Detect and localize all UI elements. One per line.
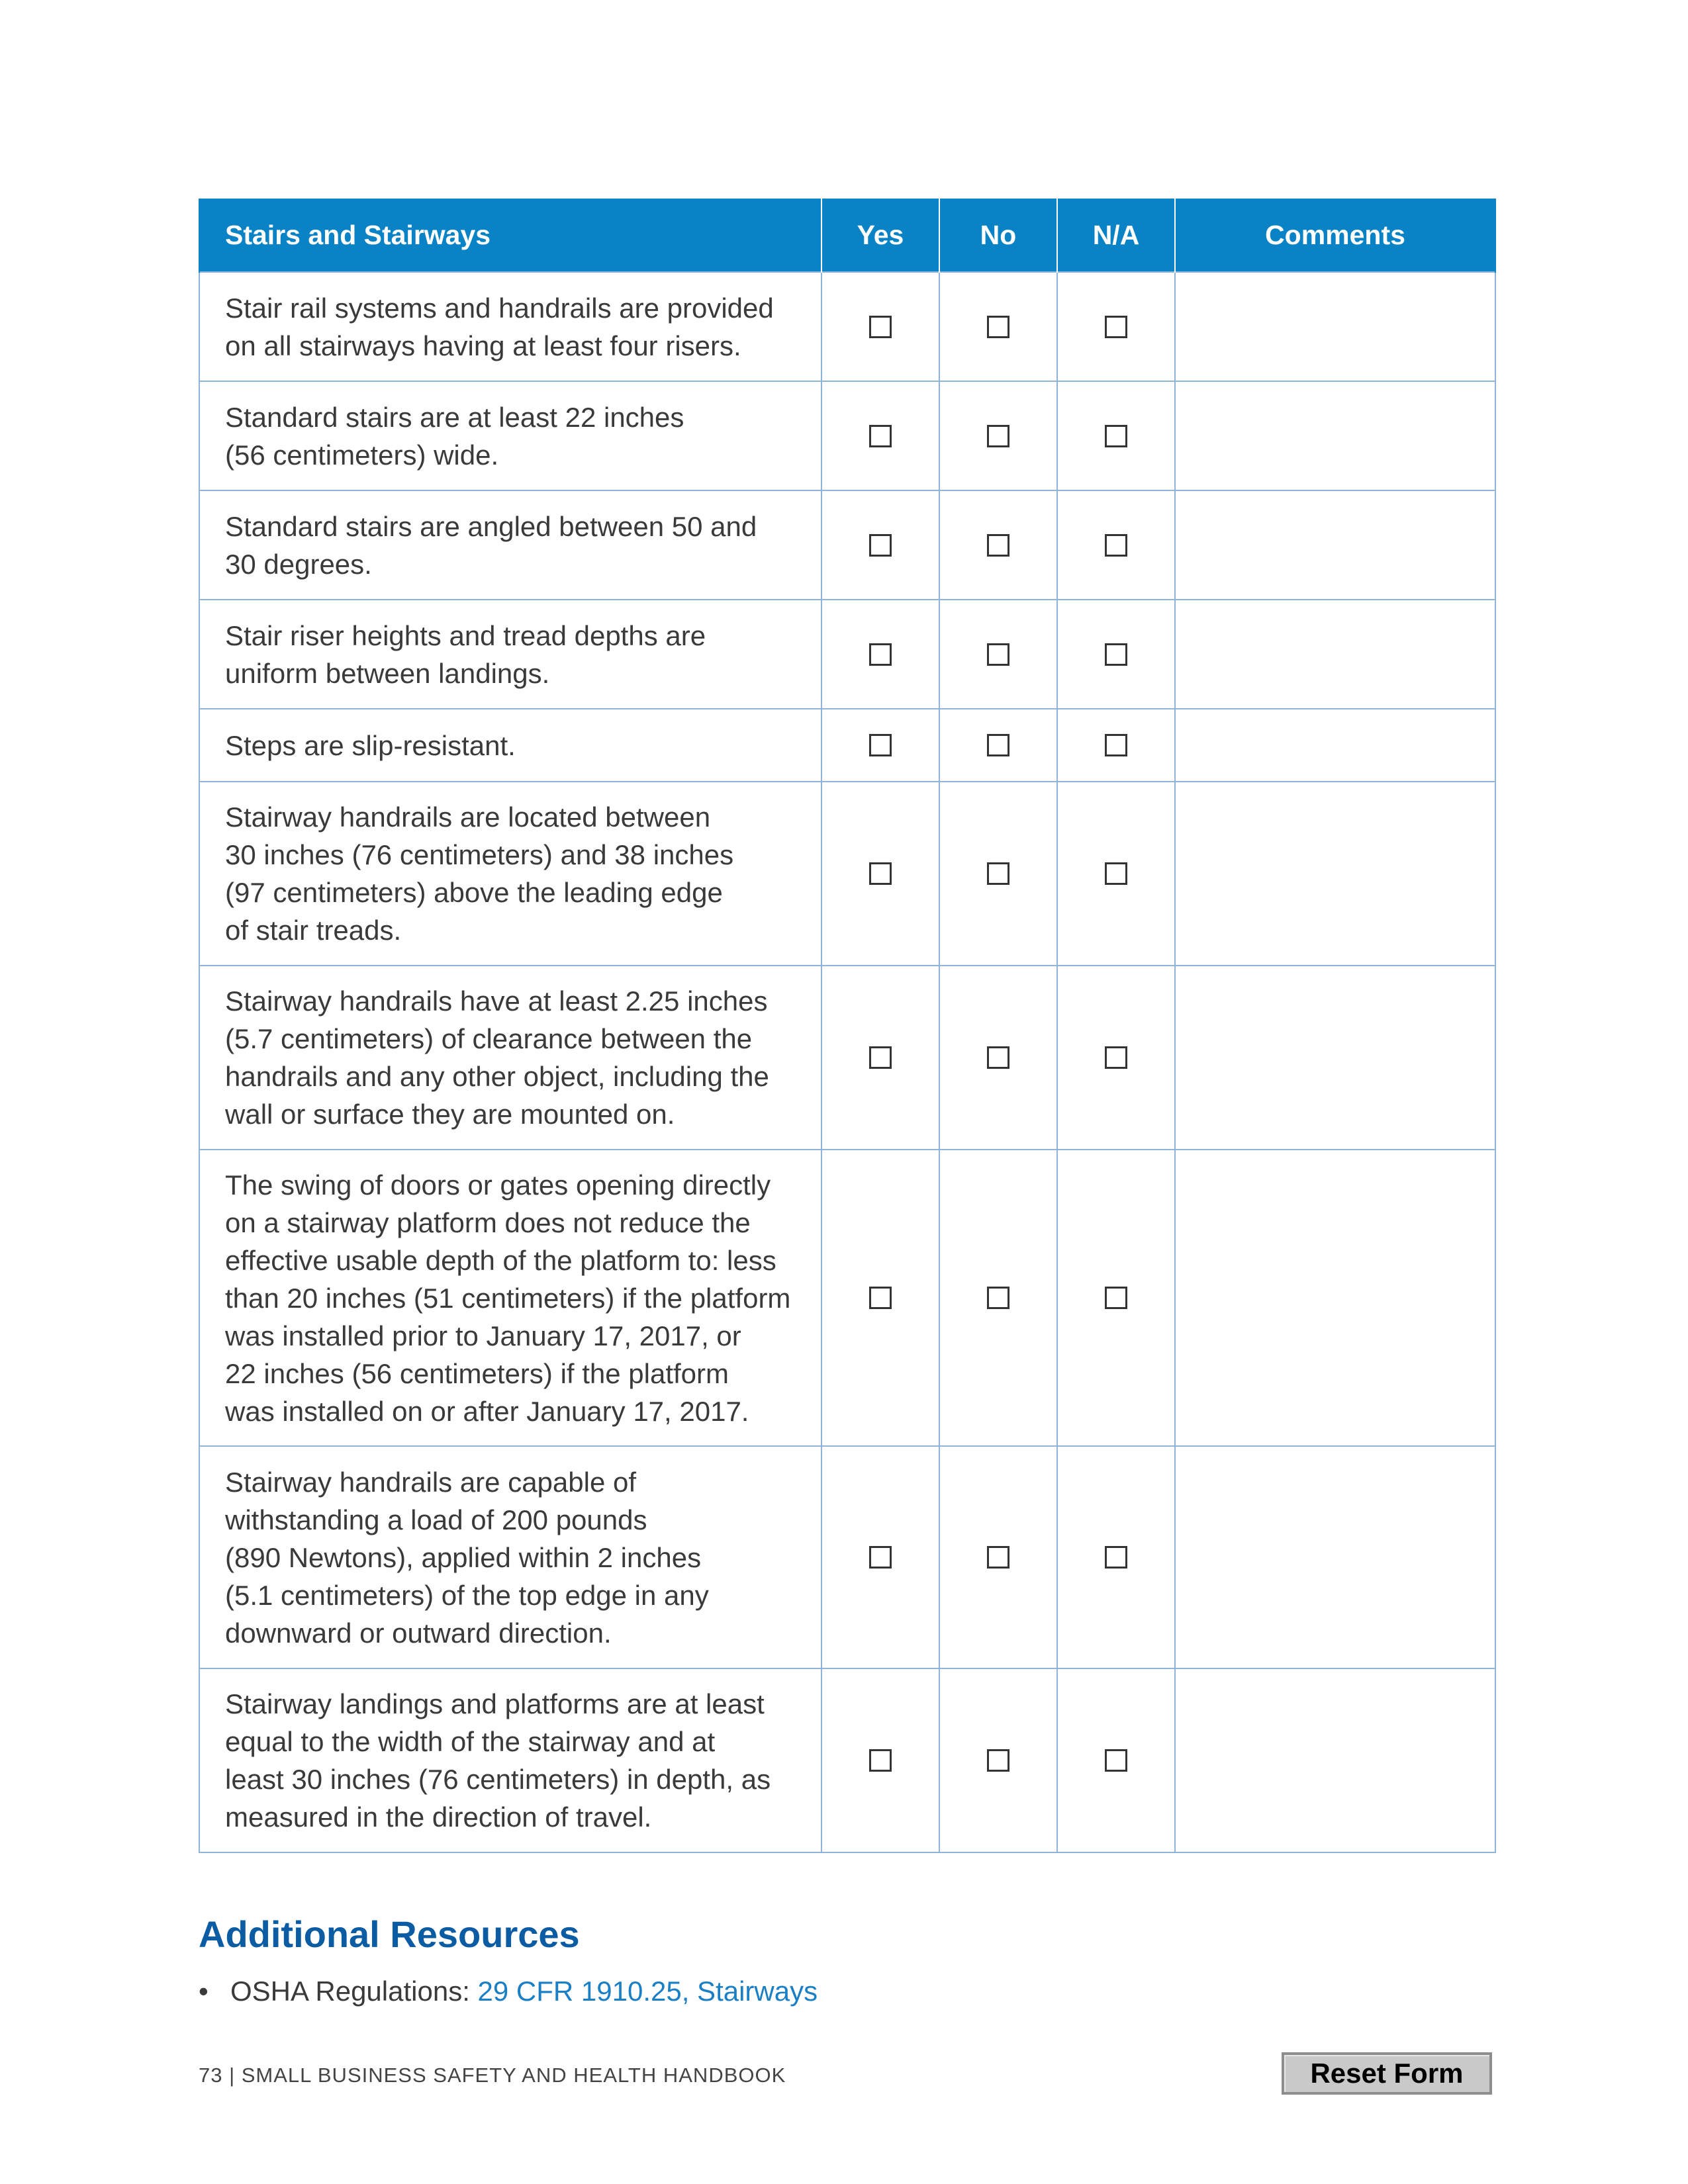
- na-checkbox[interactable]: [1105, 1546, 1127, 1569]
- comments-cell[interactable]: [1175, 709, 1495, 782]
- bullet-icon: •: [199, 1976, 209, 2007]
- comments-cell[interactable]: [1175, 381, 1495, 490]
- table-row: [199, 272, 1495, 381]
- checklist-item-text-line: 22 inches (56 centimeters) if the platform: [225, 1357, 729, 1389]
- no-checkbox[interactable]: [987, 1287, 1009, 1309]
- checklist-item-cell: [199, 600, 821, 709]
- yes-checkbox[interactable]: [869, 734, 892, 756]
- no-checkbox[interactable]: [987, 1546, 1009, 1569]
- yes-checkbox[interactable]: [869, 1546, 892, 1569]
- checklist-item-text-line: Stairway handrails are capable of: [225, 1466, 637, 1498]
- no-cell: [939, 709, 1057, 782]
- checklist-item-cell: [199, 1150, 821, 1446]
- na-checkbox[interactable]: [1105, 643, 1127, 666]
- checklist-item-text-line: Standard stairs are at least 22 inches: [225, 401, 684, 433]
- yes-checkbox[interactable]: [869, 1287, 892, 1309]
- table-row: [199, 966, 1495, 1150]
- checklist-item-text-line: 30 inches (76 centimeters) and 38 inches: [225, 839, 734, 870]
- table-row: [199, 1150, 1495, 1446]
- na-cell: [1057, 600, 1175, 709]
- yes-cell: [821, 381, 939, 490]
- checklist-item-text-line: Standard stairs are angled between 50 and: [225, 510, 757, 542]
- yes-checkbox[interactable]: [869, 534, 892, 557]
- checklist-item-cell: [199, 490, 821, 600]
- stairs-checklist-table: [199, 199, 1496, 1853]
- checklist-item-text-line: 30 degrees.: [225, 548, 372, 580]
- na-cell: [1057, 1150, 1175, 1446]
- checklist-item-text-line: than 20 inches (51 centimeters) if the platform: [225, 1282, 791, 1314]
- checklist-item-text-line: effective usable depth of the platform to: less: [225, 1244, 776, 1276]
- no-checkbox[interactable]: [987, 1749, 1009, 1772]
- checklist-item-text-line: Stairway handrails are located between: [225, 801, 711, 833]
- na-cell: [1057, 272, 1175, 381]
- na-checkbox[interactable]: [1105, 534, 1127, 557]
- no-cell: [939, 782, 1057, 966]
- yes-cell: [821, 1446, 939, 1668]
- na-checkbox[interactable]: [1105, 1287, 1127, 1309]
- checklist-item-cell: [199, 1668, 821, 1852]
- table-row: [199, 782, 1495, 966]
- checklist-item-text-line: downward or outward direction.: [225, 1617, 612, 1649]
- na-cell: [1057, 1446, 1175, 1668]
- no-cell: [939, 272, 1057, 381]
- checklist-item-text-line: handrails and any other object, including the: [225, 1061, 769, 1092]
- table-header-row: [199, 199, 1495, 272]
- header-comments: Comments: [1175, 199, 1495, 272]
- yes-checkbox[interactable]: [869, 316, 892, 338]
- checklist-item-text-line: (56 centimeters) wide.: [225, 439, 499, 471]
- no-checkbox[interactable]: [987, 534, 1009, 557]
- na-cell: [1057, 709, 1175, 782]
- checklist-item-text-line: was installed prior to January 17, 2017, or: [225, 1320, 741, 1351]
- checklist-item-text-line: equal to the width of the stairway and at: [225, 1726, 716, 1757]
- na-checkbox[interactable]: [1105, 862, 1127, 885]
- yes-cell: [821, 600, 939, 709]
- checklist-item-text-line: Steps are slip-resistant.: [225, 729, 516, 761]
- yes-cell: [821, 709, 939, 782]
- checklist-item-text-line: measured in the direction of travel.: [225, 1801, 652, 1833]
- comments-cell[interactable]: [1175, 966, 1495, 1150]
- no-checkbox[interactable]: [987, 425, 1009, 447]
- checklist-item-cell: [199, 1446, 821, 1668]
- resource-list-item: [199, 1976, 818, 2007]
- table-row: [199, 1446, 1495, 1668]
- yes-checkbox[interactable]: [869, 425, 892, 447]
- table-row: [199, 1668, 1495, 1852]
- no-checkbox[interactable]: [987, 862, 1009, 885]
- header-na: N/A: [1057, 199, 1175, 272]
- header-yes: Yes: [821, 199, 939, 272]
- no-cell: [939, 600, 1057, 709]
- yes-cell: [821, 966, 939, 1150]
- comments-cell[interactable]: [1175, 1446, 1495, 1668]
- na-cell: [1057, 490, 1175, 600]
- comments-cell[interactable]: [1175, 1668, 1495, 1852]
- checklist-item-text-line: (97 centimeters) above the leading edge: [225, 877, 723, 908]
- yes-cell: [821, 1668, 939, 1852]
- comments-cell[interactable]: [1175, 1150, 1495, 1446]
- no-cell: [939, 1150, 1057, 1446]
- additional-resources-heading: Additional Resources: [199, 1913, 580, 1955]
- yes-checkbox[interactable]: [869, 643, 892, 666]
- table-row: [199, 709, 1495, 782]
- comments-cell[interactable]: [1175, 272, 1495, 381]
- na-cell: [1057, 966, 1175, 1150]
- comments-cell[interactable]: [1175, 600, 1495, 709]
- checklist-item-cell: [199, 381, 821, 490]
- checklist-item-text-line: wall or surface they are mounted on.: [225, 1099, 675, 1130]
- checklist-item-text-line: Stair riser heights and tread depths are: [225, 619, 706, 651]
- yes-checkbox[interactable]: [869, 862, 892, 885]
- yes-checkbox[interactable]: [869, 1749, 892, 1772]
- na-cell: [1057, 381, 1175, 490]
- checklist-item-text-line: (5.7 centimeters) of clearance between the: [225, 1023, 753, 1054]
- no-cell: [939, 966, 1057, 1150]
- checklist-body: [199, 272, 1495, 1852]
- table-row: [199, 381, 1495, 490]
- header-item: Stairs and Stairways: [199, 199, 821, 272]
- yes-checkbox[interactable]: [869, 1046, 892, 1069]
- na-checkbox[interactable]: [1105, 425, 1127, 447]
- checklist-item-text-line: Stair rail systems and handrails are provided: [225, 292, 774, 324]
- no-cell: [939, 490, 1057, 600]
- no-checkbox[interactable]: [987, 734, 1009, 756]
- na-cell: [1057, 782, 1175, 966]
- checklist-item-text-line: on all stairways having at least four risers.: [225, 330, 741, 361]
- no-checkbox[interactable]: [987, 643, 1009, 666]
- na-cell: [1057, 1668, 1175, 1852]
- checklist-item-cell: [199, 782, 821, 966]
- checklist-item-text-line: was installed on or after January 17, 2017.: [225, 1395, 749, 1427]
- no-checkbox[interactable]: [987, 316, 1009, 338]
- reset-form-button[interactable]: Reset Form: [1282, 2052, 1492, 2095]
- no-cell: [939, 1446, 1057, 1668]
- checklist-item-text-line: (5.1 centimeters) of the top edge in any: [225, 1579, 709, 1611]
- resource-prefix: OSHA Regulations:: [230, 1976, 478, 2007]
- checklist-item-text-line: on a stairway platform does not reduce the: [225, 1206, 751, 1238]
- checklist-item-text-line: Stairway landings and platforms are at least: [225, 1688, 765, 1719]
- na-checkbox[interactable]: [1105, 316, 1127, 338]
- checklist-item-text-line: (890 Newtons), applied within 2 inches: [225, 1541, 702, 1573]
- checklist-item-text-line: least 30 inches (76 centimeters) in depth, as: [225, 1764, 771, 1795]
- checklist-item-text-line: of stair treads.: [225, 915, 402, 946]
- page-footer: 73 | SMALL BUSINESS SAFETY AND HEALTH HANDBOOK: [199, 2064, 786, 2087]
- no-checkbox[interactable]: [987, 1046, 1009, 1069]
- checklist-item-cell: [199, 709, 821, 782]
- table-row: [199, 600, 1495, 709]
- checklist-item-text-line: Stairway handrails have at least 2.25 inches: [225, 985, 768, 1017]
- checklist-item-cell: [199, 272, 821, 381]
- checklist-item-text-line: uniform between landings.: [225, 657, 550, 689]
- checklist-item-cell: [199, 966, 821, 1150]
- yes-cell: [821, 490, 939, 600]
- checklist-item-text-line: withstanding a load of 200 pounds: [225, 1504, 647, 1535]
- no-cell: [939, 381, 1057, 490]
- comments-cell[interactable]: [1175, 490, 1495, 600]
- na-checkbox[interactable]: [1105, 1749, 1127, 1772]
- osha-regulation-link[interactable]: 29 CFR 1910.25, Stairways: [477, 1976, 818, 2007]
- checklist-item-text-line: The swing of doors or gates opening directly: [225, 1169, 771, 1201]
- no-cell: [939, 1668, 1057, 1852]
- comments-cell[interactable]: [1175, 782, 1495, 966]
- header-no: No: [939, 199, 1057, 272]
- na-checkbox[interactable]: [1105, 1046, 1127, 1069]
- yes-cell: [821, 782, 939, 966]
- table-row: [199, 490, 1495, 600]
- na-checkbox[interactable]: [1105, 734, 1127, 756]
- yes-cell: [821, 272, 939, 381]
- yes-cell: [821, 1150, 939, 1446]
